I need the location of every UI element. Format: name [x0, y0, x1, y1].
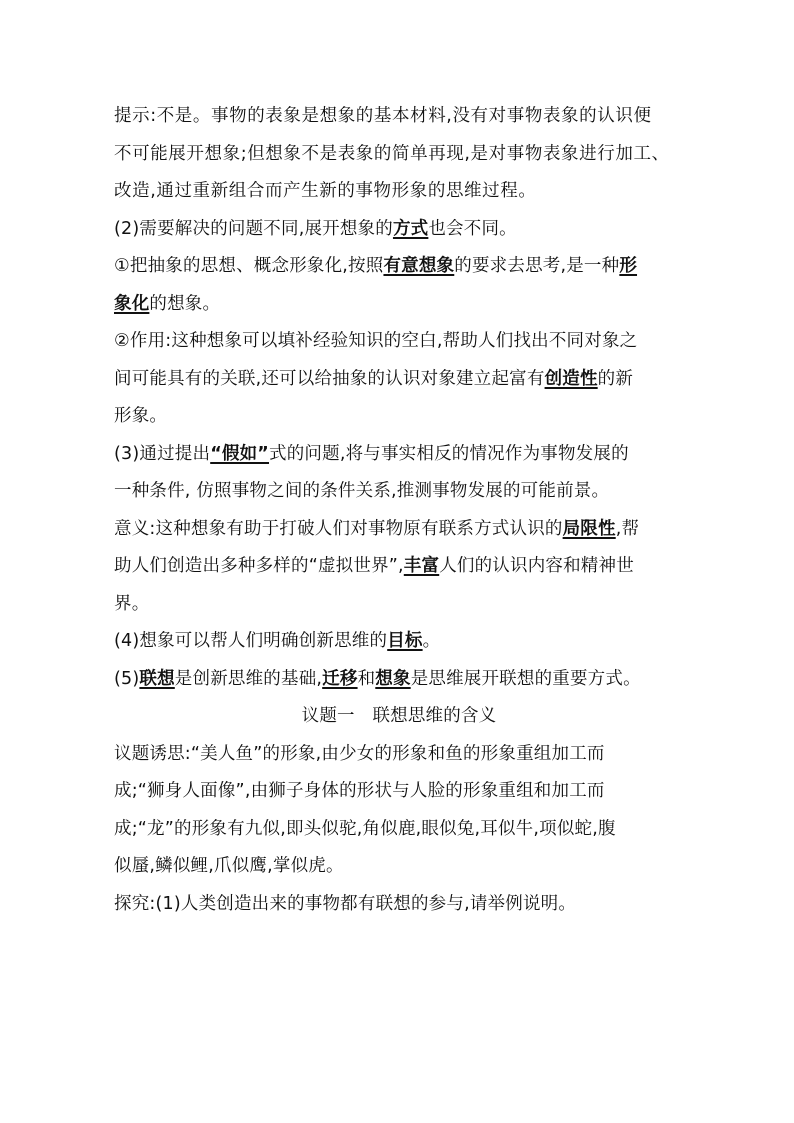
keyword-what-if: “假如”	[210, 443, 270, 464]
keyword-creativity: 创造性	[544, 368, 598, 389]
keyword-method: 方式	[392, 218, 429, 239]
topic-intro-line-1: 议题诱思:“美人鱼”的形象,由少女的形象和鱼的形象重组加工而	[114, 743, 605, 764]
text: 间可能具有的关联,还可以给抽象的认识对象建立起富有	[114, 368, 545, 389]
point-2-item-2-line-2	[114, 361, 684, 399]
document-page	[114, 98, 684, 923]
text: (3)通过提出	[114, 443, 211, 464]
point-2-item-1-line-2	[114, 286, 684, 324]
text: 式的问题,将与事实相反的情况作为事物发展的	[269, 443, 629, 464]
keyword-limitation: 局限性	[562, 518, 616, 539]
point-3-line-1	[114, 436, 684, 474]
explore-question: 探究:(1)人类创造出来的事物都有联想的参与,请举例说明。	[114, 893, 577, 914]
keyword-intentional-imagination: 有意想象	[383, 256, 455, 276]
keyword-visualization-part-2: 象化	[114, 293, 150, 314]
text: 是创新思维的基础,	[174, 668, 323, 689]
meaning-line-1	[114, 511, 684, 549]
meaning-line-2	[114, 548, 684, 586]
text: ①把抽象的思想、概念形象化,按照	[114, 256, 384, 276]
hint-line-1: 提示:不是。事物的表象是想象的基本材料,没有对事物表象的认识便	[114, 106, 652, 126]
keyword-association: 联想	[139, 668, 175, 689]
text: (5)	[114, 668, 140, 689]
topic-intro-line-2: 成;“狮身人面像”,由狮子身体的形状与人脸的形象重组和加工而	[114, 781, 605, 801]
hint-line-3: 改造,通过重新组合而产生新的事物形象的思维过程。	[114, 181, 537, 201]
point-2-item-1-line-1	[114, 248, 684, 286]
text: 人们的认识内容和精神世	[439, 556, 634, 576]
text: (2)需要解决的问题不同,展开想象的	[114, 218, 393, 239]
point-5	[114, 661, 684, 699]
hint-line-2: 不可能展开想象;但想象不是表象的简单再现,是对事物表象进行加工、	[114, 143, 670, 164]
text: 助人们创造出多种多样的“虚拟世界”,	[114, 556, 404, 576]
point-2-intro	[114, 211, 684, 249]
text: 。	[422, 631, 441, 651]
keyword-imagination: 想象	[375, 668, 411, 689]
text: 和	[357, 668, 376, 689]
text: 的想象。	[149, 293, 221, 314]
point-4	[114, 623, 684, 661]
text: 是思维展开联想的重要方式。	[410, 668, 641, 689]
topic-intro-line-3: 成;“龙”的形象有九似,即头似驼,角似鹿,眼似兔,耳似牛,项似蛇,腹	[114, 818, 616, 839]
point-2-item-2-line-1: ②作用:这种想象可以填补经验知识的空白,帮助人们找出不同对象之	[114, 331, 638, 351]
text: 也会不同。	[428, 218, 517, 239]
point-3-line-2: 一种条件, 仿照事物之间的条件关系,推测事物发展的可能前景。	[114, 481, 610, 501]
text: 的要求去思考,是一种	[454, 256, 620, 276]
text: ,帮	[615, 518, 640, 539]
text: 意义:这种想象有助于打破人们对事物原有联系方式认识的	[114, 518, 563, 539]
topic-intro-line-4: 似蜃,鳞似鲤,爪似鹰,掌似虎。	[114, 856, 344, 876]
text: (4)想象可以帮人们明确创新思维的	[114, 631, 388, 651]
meaning-line-3: 界。	[114, 593, 150, 614]
keyword-transfer: 迁移	[322, 668, 358, 689]
topic-heading: 议题一 联想思维的含义	[301, 706, 497, 726]
point-2-item-2-line-3: 形象。	[114, 406, 168, 426]
keyword-goal: 目标	[387, 631, 423, 651]
keyword-enrich: 丰富	[403, 556, 440, 576]
text: 的新	[597, 368, 634, 389]
keyword-visualization-part-1: 形	[619, 256, 638, 276]
